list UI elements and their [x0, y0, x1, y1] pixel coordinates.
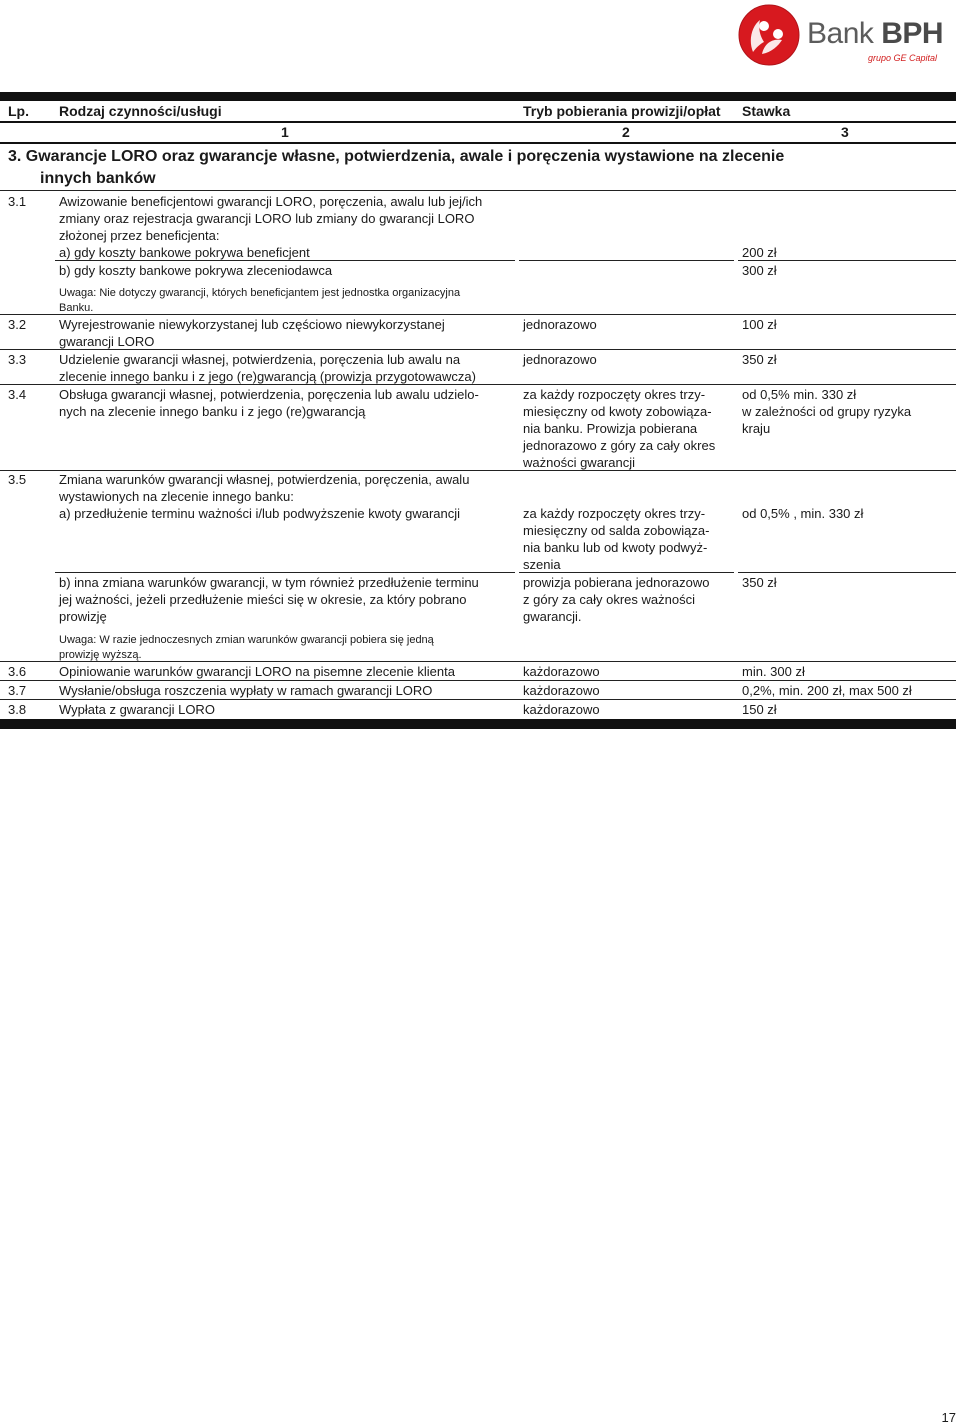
row-3-6-desc: Opiniowanie warunków gwarancji LORO na pisemne zlecenie klienta [59, 664, 455, 679]
row-3-1-desc-line1: Awizowanie beneficjentowi gwarancji LORO, poręczenia, awalu lub jej/ich [59, 194, 483, 209]
row-3-1-b-rate: 300 zł [742, 263, 777, 278]
header-divider [0, 121, 956, 123]
column-number-3: 3 [841, 124, 849, 140]
row-3-4-mode-line1: za każdy rozpoczęty okres trzy- [523, 387, 706, 402]
row-3-4-desc-line2: nych na zlecenie innego banku i z jego (re)gwarancją [59, 404, 366, 419]
row-3-4-rate-line1: od 0,5% min. 330 zł [742, 387, 857, 402]
row-3-2-mode: jednorazowo [523, 317, 597, 332]
bank-name-prefix: Bank [807, 17, 874, 50]
row-3-7-mode: każdorazowo [523, 683, 600, 698]
row-3-3-divider [0, 384, 956, 385]
row-3-4-mode-line4: jednorazowo z góry za cały okres [523, 438, 716, 453]
row-3-1-divider [0, 314, 956, 315]
row-3-5-b-rate: 350 zł [742, 575, 777, 590]
header-lp: Lp. [8, 103, 29, 119]
row-3-6-rate: min. 300 zł [742, 664, 805, 679]
row-3-5-lp: 3.5 [8, 472, 27, 487]
row-3-5-b-mode-line2: z góry za cały okres ważności [523, 592, 695, 607]
section-title [8, 146, 838, 190]
row-3-5-b-desc-line2: jej ważności, jeżeli przedłużenie mieści się w okresie, za który pobrano [59, 592, 467, 607]
section-title-line1: 3. Gwarancje LORO oraz gwarancje własne, potwierdzenia, awale i poręczenia wystawione na zlecenie [8, 148, 785, 165]
row-3-7-divider [0, 699, 956, 700]
row-3-1-desc-line2: zmiany oraz rejestracja gwarancji LORO lub zmiany do gwarancji LORO [59, 211, 475, 226]
row-3-1-lp: 3.1 [8, 194, 27, 209]
bank-logo [738, 4, 944, 70]
row-3-1-a-divider-mode [519, 260, 734, 261]
table-bottom-bar [0, 719, 956, 729]
row-3-8-desc: Wypłata z gwarancji LORO [59, 702, 215, 717]
row-3-5-b-desc-line1: b) inna zmiana warunków gwarancji, w tym również przedłużenie terminu [59, 575, 479, 590]
column-number-1: 1 [281, 124, 289, 140]
row-3-2-lp: 3.2 [8, 317, 27, 332]
bank-name-bold: BPH [881, 17, 944, 50]
bank-name [807, 18, 943, 50]
column-number-2: 2 [622, 124, 630, 140]
row-3-5-a-mode-line3: nia banku lub od kwoty podwyż- [523, 540, 708, 555]
column-number-divider [0, 142, 956, 144]
row-3-5-a-divider-desc [55, 572, 515, 573]
section-divider [0, 190, 956, 191]
row-3-2-rate: 100 zł [742, 317, 777, 332]
row-3-4-mode-line5: ważności gwarancji [523, 455, 635, 470]
row-3-8-rate: 150 zł [742, 702, 777, 717]
header-service: Rodzaj czynności/usługi [59, 103, 222, 119]
row-3-2-desc-line1: Wyrejestrowanie niewykorzystanej lub częściowo niewykorzystanej [59, 317, 445, 332]
row-3-5-a-rate: od 0,5% , min. 330 zł [742, 506, 864, 521]
row-3-1-a-divider-desc [55, 260, 515, 261]
row-3-3-mode: jednorazowo [523, 352, 597, 367]
row-3-3-desc-line2: zlecenie innego banku i z jego (re)gwarancją (prowizja przygotowawcza) [59, 369, 476, 384]
row-3-1-a-rate: 200 zł [742, 245, 777, 260]
section-title-line2: innych banków [40, 170, 156, 187]
header-top-bar [0, 92, 956, 101]
row-3-5-note-line1: Uwaga: W razie jednoczesnych zmian warunków gwarancji pobiera się jedną [59, 634, 434, 646]
row-3-1-desc-line3: złożonej przez beneficjenta: [59, 228, 220, 243]
row-3-3-rate: 350 zł [742, 352, 777, 367]
row-3-4-mode-line3: nia banku. Prowizja pobierana [523, 421, 698, 436]
row-3-4-desc-line1: Obsługa gwarancji własnej, potwierdzenia, poręczenia lub awalu udzielo- [59, 387, 479, 402]
row-3-2-divider [0, 349, 956, 350]
bank-subtitle: grupo GE Capital [868, 53, 938, 63]
row-3-8-lp: 3.8 [8, 702, 27, 717]
row-3-3-lp: 3.3 [8, 352, 27, 367]
row-3-7-lp: 3.7 [8, 683, 27, 698]
row-3-5-b-mode-line3: gwarancji. [523, 609, 582, 624]
row-3-6-mode: każdorazowo [523, 664, 600, 679]
page-number: 17 [941, 1410, 956, 1425]
row-3-6-divider [0, 680, 956, 681]
row-3-1-a-divider-rate [738, 260, 956, 261]
row-3-1-note-line2: Banku. [59, 302, 94, 314]
row-3-3-desc-line1: Udzielenie gwarancji własnej, potwierdzenia, poręczenia lub awalu na [59, 352, 461, 367]
row-3-5-desc-line2: wystawionych na zlecenie innego banku: [59, 489, 294, 504]
header-rate: Stawka [742, 103, 791, 119]
row-3-6-lp: 3.6 [8, 664, 27, 679]
row-3-5-divider [0, 661, 956, 662]
row-3-4-lp: 3.4 [8, 387, 27, 402]
row-3-5-note-line2: prowizję wyższą. [59, 649, 142, 661]
row-3-4-rate-line2: w zależności od grupy ryzyka [742, 404, 912, 419]
header-mode: Tryb pobierania prowizji/opłat [523, 103, 721, 119]
row-3-5-a-divider-mode [519, 572, 734, 573]
row-3-5-b-mode-line1: prowizja pobierana jednorazowo [523, 575, 710, 590]
row-3-1-a-desc: a) gdy koszty bankowe pokrywa beneficjent [59, 245, 310, 260]
bank-emblem-icon [738, 4, 800, 66]
row-3-5-a-mode-line1: za każdy rozpoczęty okres trzy- [523, 506, 706, 521]
row-3-5-b-desc-line3: prowizję [59, 609, 107, 624]
row-3-8-mode: każdorazowo [523, 702, 600, 717]
row-3-7-desc: Wysłanie/obsługa roszczenia wypłaty w ramach gwarancji LORO [59, 683, 433, 698]
row-3-1-note-line1: Uwaga: Nie dotyczy gwarancji, których beneficjantem jest jednostka organizacyjna [59, 287, 461, 299]
row-3-4-rate-line3: kraju [742, 421, 771, 436]
row-3-2-desc-line2: gwarancji LORO [59, 334, 155, 349]
row-3-5-a-mode-line2: miesięczny od salda zobowiąza- [523, 523, 710, 538]
row-3-1-b-desc: b) gdy koszty bankowe pokrywa zleceniodawca [59, 263, 333, 278]
row-3-5-a-divider-rate [738, 572, 956, 573]
row-3-5-desc-line1: Zmiana warunków gwarancji własnej, potwierdzenia, poręczenia, awalu [59, 472, 470, 487]
row-3-5-a-mode-line4: szenia [523, 557, 561, 572]
row-3-7-rate: 0,2%, min. 200 zł, max 500 zł [742, 683, 912, 698]
row-3-4-mode-line2: miesięczny od kwoty zobowiąza- [523, 404, 712, 419]
row-3-5-a-desc: a) przedłużenie terminu ważności i/lub podwyższenie kwoty gwarancji [59, 506, 461, 521]
